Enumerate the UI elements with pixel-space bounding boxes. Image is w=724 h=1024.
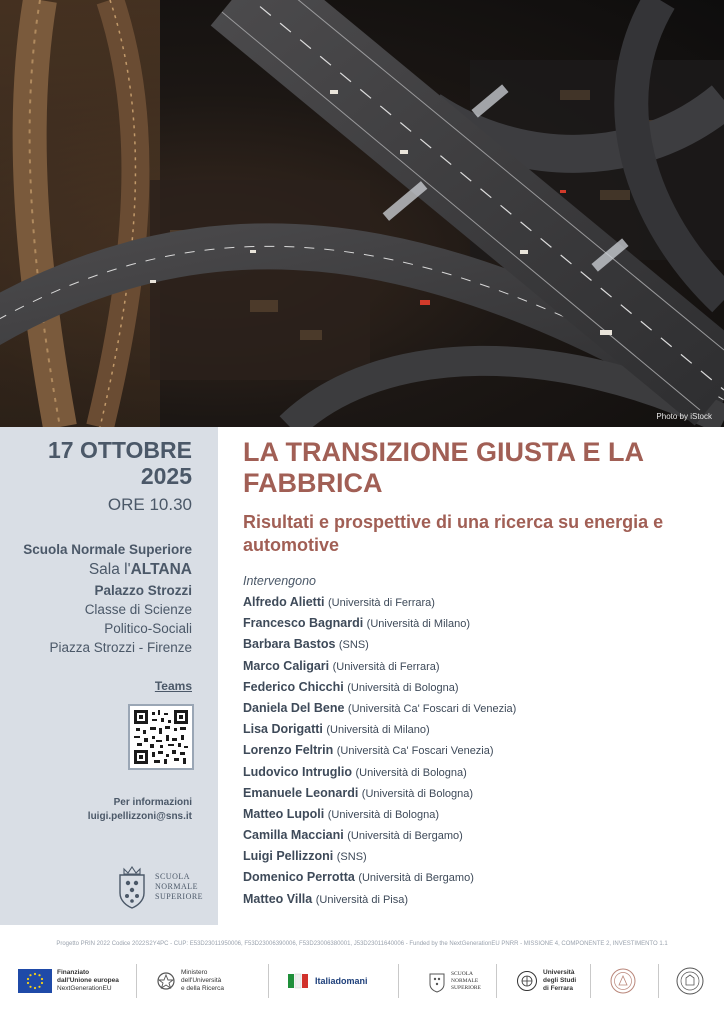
ferrara-logo-line1: Università [543,969,575,976]
speaker-name: Matteo Lupoli [243,806,325,821]
logo-divider [590,964,591,998]
speaker-item [243,828,516,849]
eu-logo [18,962,119,1000]
italiadomani-text: Italiadomani [315,976,368,986]
venue-room [23,559,192,581]
event-content [218,427,724,925]
speaker-affiliation: (Università di Bologna) [355,766,467,779]
speaker-name: Francesco Bagnardi [243,616,364,631]
event-subtitle: Risultati e prospettive di una ricerca su energia e automotive [243,512,664,555]
speaker-affiliation: (Università di Milano) [326,724,430,737]
sns-crest-small-icon [428,969,446,993]
sns-logo-line1: SCUOLA [155,872,191,881]
speaker-affiliation: (Università di Bergamo) [347,830,463,843]
speaker-name: Camilla Macciani [243,828,344,843]
contact-info [88,796,192,824]
speaker-item [243,892,516,913]
event-title: LA TRANSIZIONE GIUSTA E LA FABBRICA [243,437,643,498]
venue-room-name: ALTANA [130,561,192,578]
university-seal-icon [676,967,704,995]
speaker-affiliation: (SNS) [336,851,367,864]
venue-palace: Palazzo Strozzi [94,583,192,598]
logo-divider [398,964,399,998]
speaker-item [243,849,516,870]
ferrara-logo [516,962,576,1000]
date-day-month: 17 OTTOBRE [48,437,192,463]
speaker-affiliation: (SNS) [338,639,369,652]
logo-divider [136,964,137,998]
sns-logo-text [155,872,203,902]
event-date [48,437,192,515]
venue-block [23,540,192,657]
speaker-name: Luigi Pellizzoni [243,849,334,864]
eu-logo-line3: NextGenerationEU [57,985,112,992]
speaker-item [243,616,516,637]
photo-credit: Photo by iStock [656,412,712,421]
hero-photo [0,0,724,427]
ferrara-seal-icon [516,970,538,992]
sns-footer-line3: SUPERIORE [451,984,481,991]
ministry-logo-text [181,969,224,993]
speaker-name: Daniela Del Bene [243,700,345,715]
partner-logos [0,958,724,1008]
university-seal-icon [610,968,636,994]
speaker-affiliation: (Università di Pisa) [315,893,409,906]
speaker-name: Alfredo Alietti [243,595,325,609]
sns-logo-line3: SUPERIORE [155,892,204,901]
ministry-logo [156,962,224,1000]
ferrara-logo-line2: degli Studi [543,977,577,984]
ferrara-logo-line3: di Ferrara [543,985,573,992]
speaker-affiliation: (Università di Bologna) [347,681,459,694]
logo-divider [658,964,659,998]
teams-link[interactable]: Teams [154,679,192,693]
speaker-name: Emanuele Leonardi [243,785,359,800]
venue-class-line1: Classe di Scienze [84,602,192,617]
event-details-panel [0,427,218,925]
ministry-logo-line1: Ministero [181,969,208,976]
speaker-item [243,870,516,891]
speaker-affiliation: (Università di Bologna) [361,787,474,800]
eu-flag-icon [18,969,52,993]
speaker-item [243,765,516,786]
qr-code-icon [134,710,188,764]
speaker-name: Domenico Perrotta [243,870,355,885]
highway-interchange-illustration [0,0,724,427]
university-seal-logo-1 [610,962,636,1000]
logo-divider [268,964,269,998]
speaker-name: Lorenzo Feltrin [243,743,334,758]
speakers-heading: Intervengono [243,574,316,588]
speaker-name: Marco Caligari [243,658,330,673]
contact-label: Per informazioni [113,797,192,808]
university-seal-logo-2 [676,962,704,1000]
venue-institution: Scuola Normale Superiore [23,542,192,557]
speaker-item [243,743,516,764]
funding-note: Progetto PRIN 2022 Codice 2022S2Y4PC - CUP: E53D23011950006, F53D23006390006, F53D23006380001, J53D23011640006 - Funded by the NextGenerationEU PNRR - MISSIONE 4, COMPONENTE 2, INVESTIMENTO 1.1 [56,941,668,947]
speaker-item [243,701,516,722]
speaker-affiliation: (Università di Bergamo) [358,872,474,885]
teams-qr-code[interactable] [128,704,194,770]
venue-class-line2: Politico-Sociali [104,621,192,636]
italiadomani-logo [288,962,368,1000]
speaker-item [243,680,516,701]
sns-logo [115,865,203,909]
sns-footer-line1: SCUOLA [451,970,474,977]
speaker-affiliation: (Università di Ferrara) [332,660,440,673]
speaker-item [243,722,516,743]
eu-logo-line2: dall'Unione europea [57,977,119,984]
ministry-logo-line3: e della Ricerca [181,985,224,992]
speaker-affiliation: (Università di Bologna) [327,808,440,821]
contact-email[interactable]: luigi.pellizzoni@sns.it [87,811,192,822]
sns-crest-icon [115,865,149,909]
sns-footer-line2: NORMALE [451,977,479,984]
sns-footer-logo [428,962,481,1000]
event-time: ORE 10.30 [107,495,192,514]
speaker-name: Federico Chicchi [243,679,344,694]
speaker-item [243,659,516,680]
ferrara-logo-text [543,969,576,993]
speaker-affiliation: (Università di Milano) [366,618,470,631]
italian-emblem-icon [156,970,176,992]
speaker-item [243,807,516,828]
speaker-affiliation: (Università di Ferrara) [327,597,435,609]
logo-divider [496,964,497,998]
speaker-item [243,637,516,658]
speaker-affiliation: (Università Ca' Foscari Venezia) [336,745,494,758]
speaker-name: Matteo Villa [243,891,313,906]
sns-footer-logo-text [451,971,481,992]
speaker-item [243,786,516,807]
speakers-list [243,595,516,913]
eu-logo-line1: Finanziato [57,969,90,976]
date-year: 2025 [140,463,192,489]
eu-logo-text [57,969,119,993]
italiadomani-icon [288,972,310,990]
speaker-name: Lisa Dorigatti [243,722,323,737]
speaker-name: Ludovico Intruglio [243,764,353,779]
speaker-name: Barbara Bastos [243,637,336,652]
speaker-affiliation: (Università Ca' Foscari di Venezia) [347,702,517,715]
venue-address: Piazza Strozzi - Firenze [49,640,192,655]
ministry-logo-line2: dell'Università [181,977,222,984]
venue-room-prefix: Sala l' [88,561,131,578]
speaker-item [243,595,516,616]
sns-logo-line2: NORMALE [155,882,199,891]
